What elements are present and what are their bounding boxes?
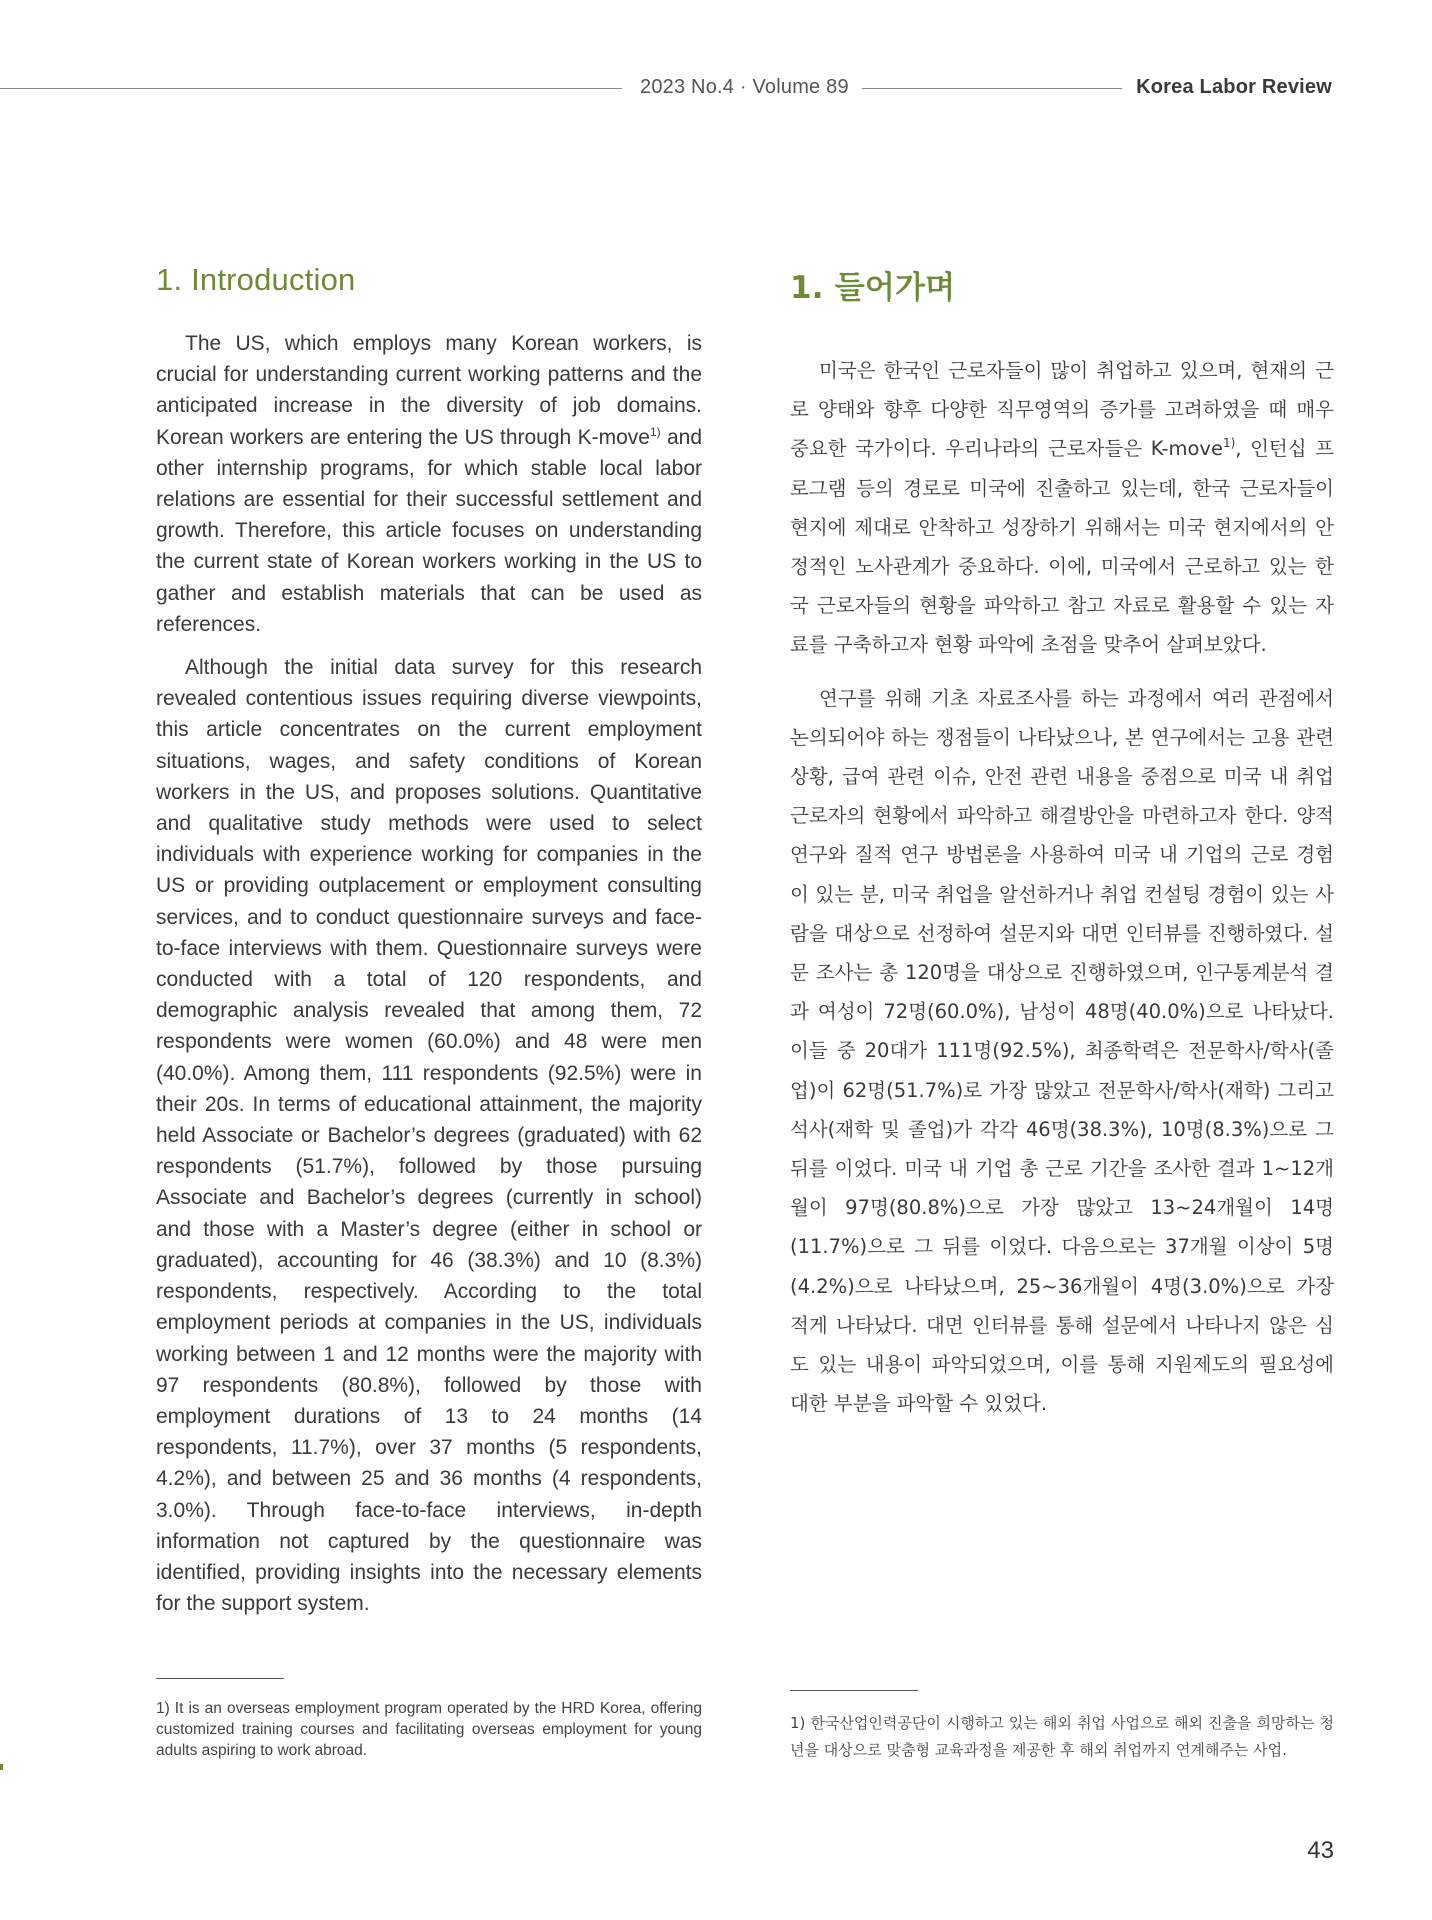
- footnote-ref[interactable]: 1): [1222, 436, 1236, 451]
- paragraph-ko-1: [790, 351, 1334, 665]
- paragraph-en-1: [156, 328, 702, 640]
- footnote-en: 1) It is an overseas employment program operated by the HRD Korea, offering customized training courses and facilitating overseas employment for young adults aspiring to work abroad.: [156, 1700, 702, 1759]
- section-heading-ko: 1. 들어가며: [790, 270, 956, 306]
- footnote-rule-en: [156, 1678, 284, 1679]
- paragraph-text: and other internship programs, for which stable local labor relations are essential for their successful settlement and growth. Therefore, this article focuses on understanding the current state of Korean workers working in the US to gather and establish materials that can be used as references.: [156, 425, 703, 636]
- paragraph-ko-2: 연구를 위해 기초 자료조사를 하는 과정에서 여러 관점에서 논의되어야 하는 쟁점들이 나타났으나, 본 연구에서는 고용 관련 상황, 급여 관련 이슈, 안전 관련 내용을 중점으로 미국 내 취업 근로자의 현황에서 파악하고 해결방안을 마련하고자 한다. 양적 연구와 질적 연구 방법론을 사용하여 미국 내 기업의 근로 경험이 있는 분, 미국 취업을 알선하거나 취업 컨설팅 경험이 있는 사람을 대상으로 선정하여 설문지와 대면 인터뷰를 진행하였다. 설문 조사는 총 120명을 대상으로 진행하였으며, 인구통계분석 결과 여성이 72명(60.0%), 남성이 48명(40.0%)으로 나타났다. 이들 중 20대가 111명(92.5%), 최종학력은 전문학사/학사(졸업)이 62명(51.7%)로 가장 많았고 전문학사/학사(재학) 그리고 석사(재학 및 졸업)가 각각 46명(38.3%), 10명(8.3%)으로 그 뒤를 이었다. 미국 내 기업 총 근로 기간을 조사한 결과 1~12개월이 97명(80.8%)으로 가장 많았고 13~24개월이 14명(11.7%)으로 그 뒤를 이었다. 다음으로는 37개월 이상이 5명(4.2%)으로 나타났으며, 25~36개월이 4명(3.0%)으로 가장 적게 나타났다. 대면 인터뷰를 통해 설문에서 나타나지 않은 심도 있는 내용이 파악되었으며, 이를 통해 지원제도의 필요성에 대한 부분을 파악할 수 있었다.: [790, 686, 1334, 1416]
- footnote-ko: 1) 한국산업인력공단이 시행하고 있는 해외 취업 사업으로 해외 진출을 희망하는 청년을 대상으로 맞춤형 교육과정을 제공한 후 해외 취업까지 연계해주는 사업.: [790, 1714, 1334, 1759]
- korean-column: [790, 262, 1334, 1437]
- english-column: [156, 262, 702, 1631]
- section-heading-en: 1. Introduction: [156, 262, 356, 297]
- footnote-rule-ko: [790, 1690, 918, 1691]
- paragraph-text: The US, which employs many Korean workers, is crucial for understanding current working patterns and the anticipated increase in the diversity of job domains. Korean workers are entering the US through K-move: [156, 332, 702, 449]
- paragraph-text: , 인턴십 프로그램 등의 경로로 미국에 진출하고 있는데, 한국 근로자들이 현지에 제대로 안착하고 성장하기 위해서는 미국 현지에서의 안정적인 노사관계가 중요하다. 이에, 미국에서 근로하고 있는 한국 근로자들의 현황을 파악하고 참고 자료로 활용할 수 있는 자료를 구축하고자 현황 파악에 초점을 맞추어 살펴보았다.: [790, 437, 1334, 657]
- journal-title: Korea Labor Review: [1136, 76, 1332, 98]
- paragraph-en-2: Although the initial data survey for this research revealed contentious issues requiring diverse viewpoints, this article concentrates on the current employment situations, wages, and safety conditions of Korean workers in the US, and proposes solutions. Quantitative and qualitative study methods were used to select individuals with experience working for companies in the US or providing outplacement or employment consulting services, and to conduct questionnaire surveys and face-to-face interviews with them. Questionnaire surveys were conducted with a total of 120 respondents, and demographic analysis revealed that among them, 72 respondents were women (60.0%) and 48 were men (40.0%). Among them, 111 respondents (92.5%) were in their 20s. In terms of educational attainment, the majority held Associate or Bachelor’s degrees (graduated) with 62 respondents (51.7%), followed by those pursuing Associate and Bachelor’s degrees (currently in school) and those with a Master’s degree (either in school or graduated), accounting for 46 (38.3%) and 10 (8.3%) respondents, respectively. According to the total employment periods at companies in the US, individuals working between 1 and 12 months were the majority with 97 respondents (80.8%), followed by those with employment durations of 13 to 24 months (14 respondents, 11.7%), over 37 months (5 respondents, 4.2%), and between 25 and 36 months (4 respondents, 3.0%). Through face-to-face interviews, in-depth information not captured by the questionnaire was identified, providing insights into the necessary elements for the support system.: [156, 656, 702, 1616]
- header-rule-right: [862, 88, 1122, 89]
- issue-label: 2023 No.4 · Volume 89: [640, 76, 849, 98]
- footnote-ref[interactable]: 1): [649, 424, 661, 439]
- margin-mark: [0, 1764, 3, 1770]
- header-rule-left: [0, 88, 622, 89]
- page-number: 43: [1307, 1837, 1334, 1864]
- paragraph-text: 미국은 한국인 근로자들이 많이 취업하고 있으며, 현재의 근로 양태와 향후 다양한 직무영역의 증가를 고려하였을 때 매우 중요한 국가이다. 우리나라의 근로자들은 K-move: [790, 359, 1334, 461]
